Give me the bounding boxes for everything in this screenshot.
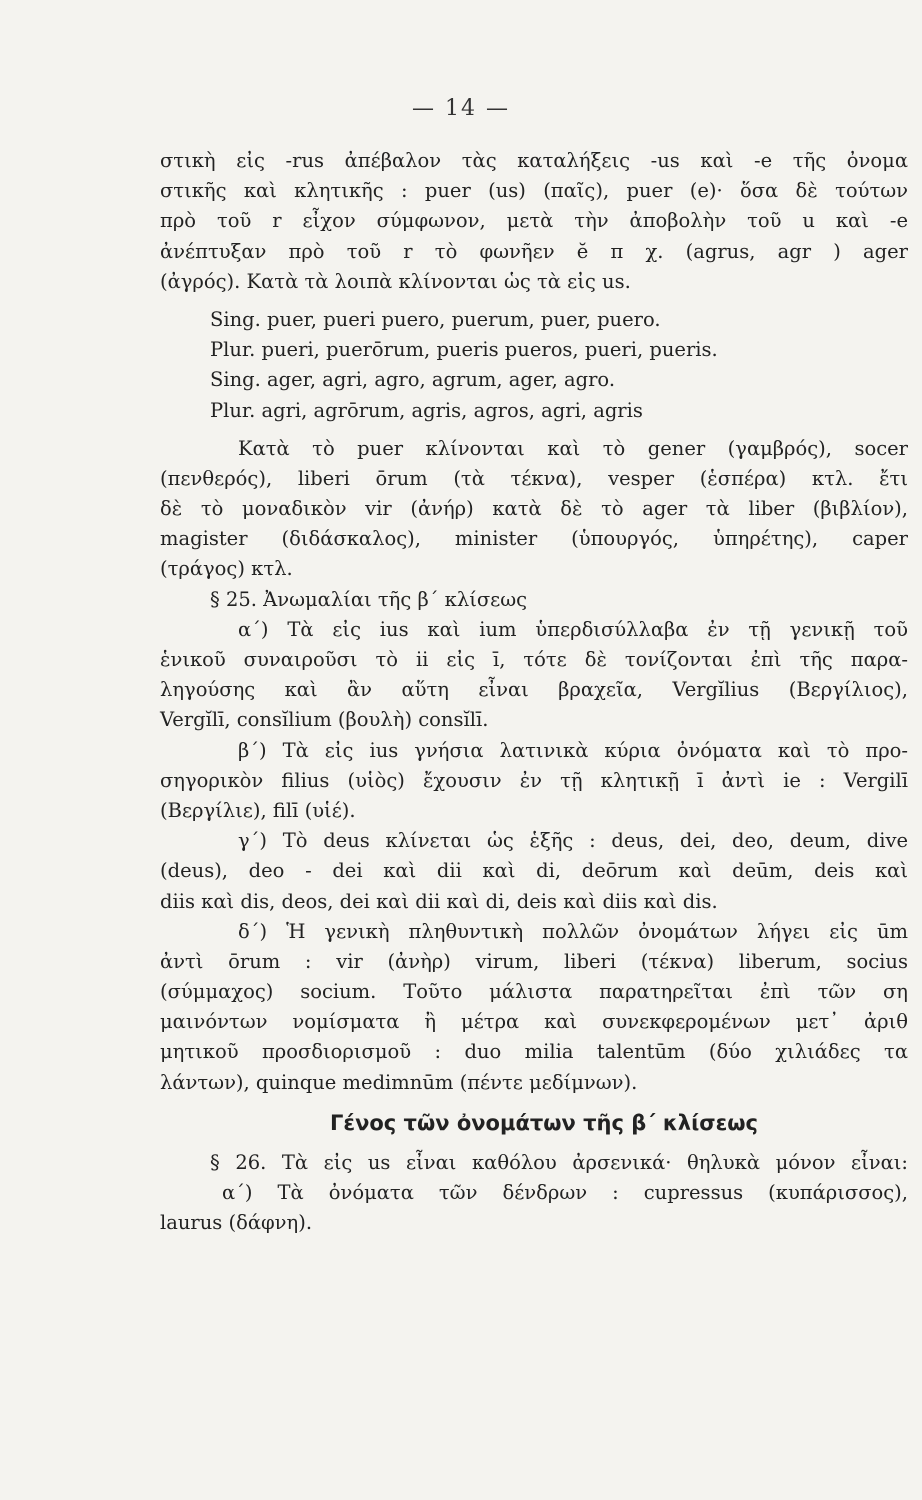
text-line: γ΄) Τὸ deus κλίνεται ὡς ἑξῆς : deus, dei, deo, deum, dive bbox=[238, 829, 908, 853]
section-heading: Γένος τῶν ὀνομάτων τῆς β΄ κλίσεως bbox=[330, 1110, 758, 1135]
text-line: diis καὶ dis, deos, dei καὶ dii καὶ di, deis καὶ diis καὶ dis. bbox=[160, 889, 718, 913]
text-line: ἀνέπτυξαν πρὸ τοῦ r τὸ φωνῆεν ĕ π χ. (agrus, agr ) ager bbox=[160, 239, 908, 263]
paradigm-line: Plur. pueri, puerōrum, pueris pueros, pueri, pueris. bbox=[210, 338, 718, 362]
text-line: ἑνικοῦ συναιροῦσι τὸ ii εἰς ī, τότε δὲ τονίζονται ἐπὶ τῆς παρα- bbox=[160, 648, 908, 671]
text-line: Vergĭlī, consĭlium (βουλὴ) consĭlī. bbox=[160, 708, 489, 732]
paradigm-list bbox=[160, 305, 908, 426]
text-line: στικὴ εἰς -rus ἀπέβαλον τὰς καταλήξεις -us καὶ -e τῆς ὀνομα bbox=[160, 149, 908, 172]
text-line: (σύμμαχος) socium. Τοῦτο μάλιστα παρατηρεῖται ἐπὶ τῶν ση bbox=[160, 980, 908, 1004]
text-line: (Βεργίλιε), filī (υἱέ). bbox=[160, 798, 356, 822]
text-line: (deus), deo - dei καὶ dii καὶ di, deōrum καὶ deūm, deis καὶ bbox=[160, 859, 908, 883]
text-line: § 26. Τὰ εἰς us εἶναι καθόλου ἀρσενικά· θηλυκὰ μόνον εἶναι: bbox=[210, 1150, 908, 1174]
text-line: α΄) Τὰ ὀνόματα τῶν δένδρων : cupressus (κυπάρισσος), bbox=[222, 1181, 908, 1204]
section-25-a bbox=[160, 615, 908, 736]
section-26 bbox=[160, 1148, 908, 1239]
page-number: — 14 — bbox=[412, 96, 510, 121]
text-line: μητικοῦ προσδιορισμοῦ : duo milia talentūm (δύο χιλιάδες τα bbox=[160, 1040, 908, 1064]
text-line: ληγούσης καὶ ἂν αὕτη εἶναι βραχεῖα, Vergĭlius (Βεργίλιος), bbox=[160, 678, 908, 702]
text-line: magister (διδάσκαλος), minister (ὑπουργός, ὑπηρέτης), caper bbox=[160, 527, 908, 551]
text-line: α΄) Τὰ εἰς ius καὶ ium ὑπερδισύλλαβα ἐν τῇ γενικῇ τοῦ bbox=[238, 617, 908, 641]
text-line: (πενθερός), liberi ōrum (τὰ τέκνα), vesper (ἑσπέρα) κτλ. ἔτι bbox=[160, 466, 908, 490]
text-line: laurus (δάφνη). bbox=[160, 1211, 313, 1235]
text-line: (τράγος) κτλ. bbox=[160, 557, 293, 581]
text-line: (ἀγρός). Κατὰ τὰ λοιπὰ κλίνονται ὡς τὰ εἰς us. bbox=[160, 269, 631, 293]
text-line: δὲ τὸ μοναδικὸν vir (ἀνήρ) κατὰ δὲ τὸ ager τὰ liber (βιβλίον), bbox=[160, 497, 908, 521]
section-25-d bbox=[160, 917, 908, 1098]
text-line: λάντων), quinque medimnūm (πέντε μεδίμνων). bbox=[160, 1070, 638, 1094]
text-line: ἀντὶ ōrum : vir (ἀνὴρ) virum, liberi (τέκνα) liberum, socius bbox=[160, 949, 908, 973]
text-line: β΄) Τὰ εἰς ius γνήσια λατινικὰ κύρια ὀνόματα καὶ τὸ προ- bbox=[238, 738, 908, 762]
text-line: στικῆς καὶ κλητικῆς : puer (us) (παῖς), puer (e)· ὅσα δὲ τούτων bbox=[160, 179, 908, 203]
text-line: Κατὰ τὸ puer κλίνονται καὶ τὸ gener (γαμβρός), socer bbox=[238, 436, 908, 460]
paradigm-line: Sing. puer, pueri puero, puerum, puer, puero. bbox=[210, 307, 661, 331]
text-line: μαινόντων νομίσματα ἢ μέτρα καὶ συνεκφερομένων μετ᾽ ἀριθ bbox=[160, 1010, 908, 1034]
paragraph-intro bbox=[160, 146, 908, 297]
text-line: πρὸ τοῦ r εἶχον σύμφωνον, μετὰ τὴν ἀποβολὴν τοῦ u καὶ -e bbox=[160, 209, 908, 233]
section-25-c bbox=[160, 826, 908, 917]
section-25-title: § 25. Ἀνωμαλίαι τῆς β΄ κλίσεως bbox=[210, 587, 528, 611]
text-line: σηγορικὸν filius (υἱὸς) ἔχουσιν ἐν τῇ κλητικῇ ī ἀντὶ ie : Vergilī bbox=[160, 768, 908, 792]
paradigm-line: Sing. ager, agri, agro, agrum, ager, agro. bbox=[210, 368, 616, 392]
paragraph-like-puer bbox=[160, 434, 908, 585]
text-line: δ΄) Ἡ γενικὴ πληθυντικὴ πολλῶν ὀνομάτων λήγει εἰς ūm bbox=[238, 919, 908, 943]
paradigm-line: Plur. agri, agrōrum, agris, agros, agri, agris bbox=[210, 398, 643, 422]
section-25-b bbox=[160, 736, 908, 827]
body-text bbox=[160, 146, 908, 1238]
